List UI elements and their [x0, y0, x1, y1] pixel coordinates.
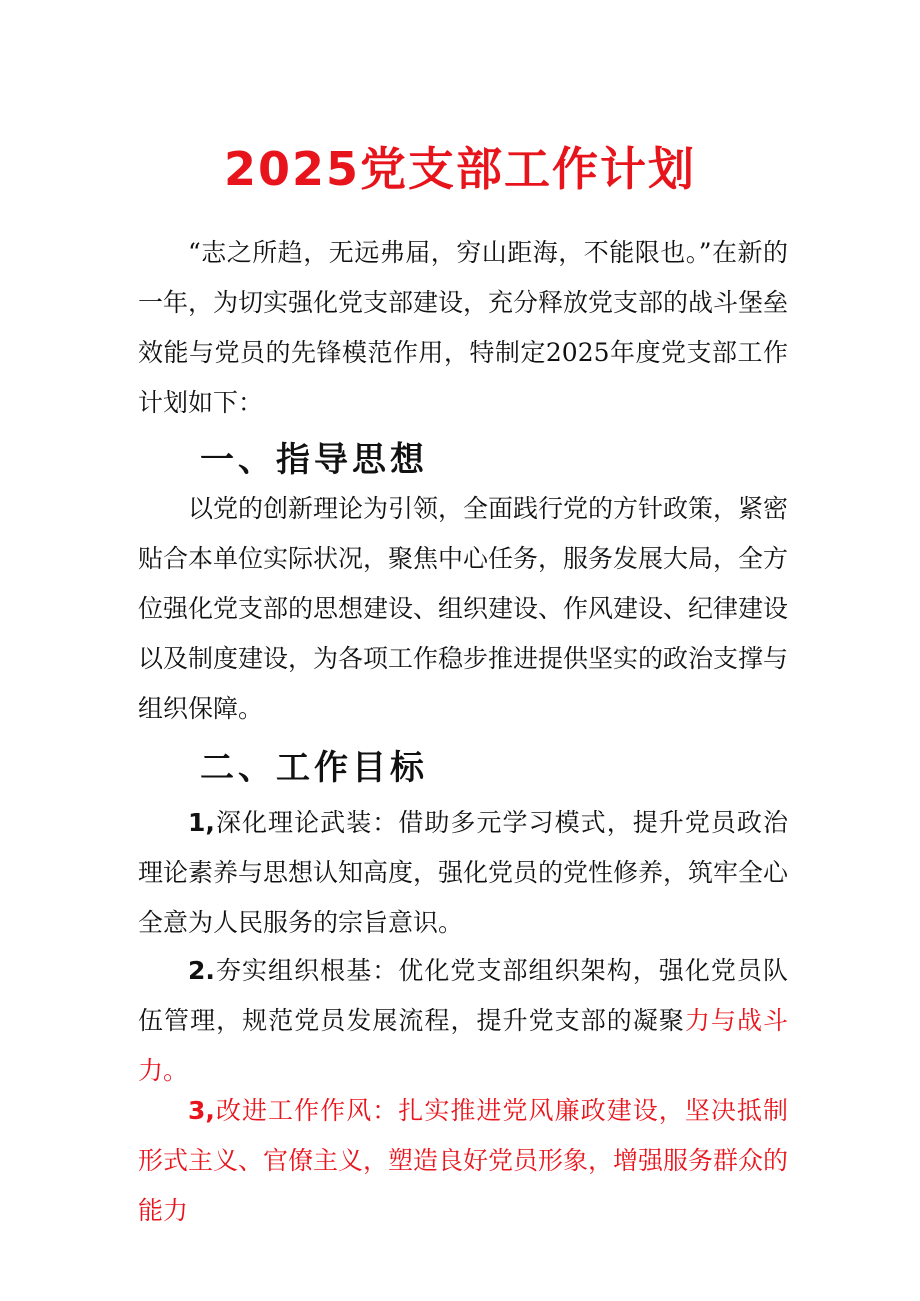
intro-paragraph: “志之所趋，无远弗届，穷山距海，不能限也。”在新的一年，为切实强化党支部建设，充分释放党支部的战斗堡垒效能与党员的先锋模范作用，特制定2025年度党支部工作计划如下：	[138, 238, 789, 417]
goal-item-1-text: 深化理论武装：借助多元学习模式，提升党员政治理论素养与思想认知高度，强化党员的党性修养，筑牢全心全意为人民服务的宗旨意识。	[138, 808, 789, 937]
goal-item-2-text: 夯实组织根基：优化党支部组织架构，强化党员队伍管理，规范党员发展流程，提升党支部的凝聚	[138, 956, 788, 1035]
section-heading-work-goals: 二、工作目标	[200, 748, 428, 788]
goal-item-3	[138, 1086, 788, 1236]
goal-item-1-number: 1,	[188, 808, 215, 837]
goal-item-1	[138, 798, 788, 948]
goal-item-2	[138, 946, 788, 1096]
section-heading-guiding-ideology: 一、指导思想	[200, 440, 428, 480]
goal-item-2-number: 2.	[188, 956, 215, 985]
goal-item-3-text: 改进工作作风：扎实推进党风廉政建设，坚决抵制形式主义、官僚主义，塑造良好党员形象，增强服务群众的能力	[138, 1096, 789, 1225]
document-title: 2025党支部工作计划	[223, 142, 697, 196]
goal-item-3-number: 3,	[188, 1096, 215, 1125]
guiding-ideology-paragraph: 以党的创新理论为引领，全面践行党的方针政策，紧密贴合本单位实际状况，聚焦中心任务，服务发展大局，全方位强化党支部的思想建设、组织建设、作风建设、纪律建设以及制度建设，为各项工作稳步推进提供坚实的政治支撑与组织保障。	[138, 494, 789, 723]
goal-item-2-text-red: 力与战斗力。	[138, 1006, 788, 1085]
